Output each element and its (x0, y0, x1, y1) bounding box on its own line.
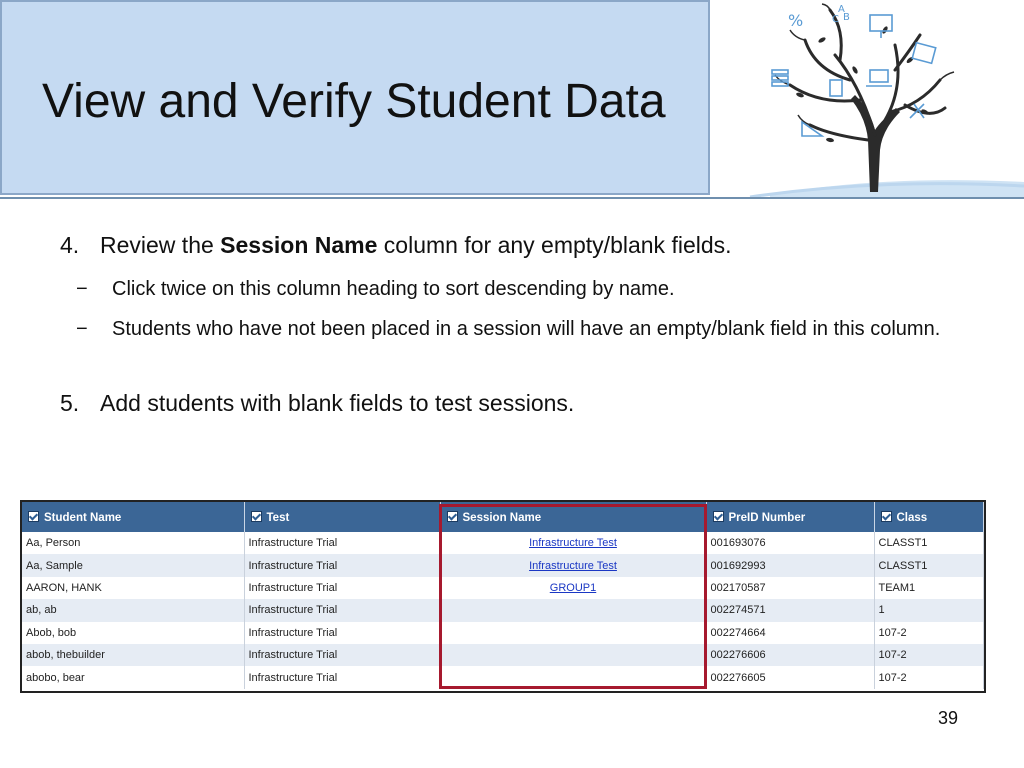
subitem-text: Students who have not been placed in a session will have an empty/blank field in this column. (112, 318, 941, 340)
session-column-highlight (439, 504, 707, 689)
cell-test: Infrastructure Trial (244, 666, 440, 688)
instruction-item-5 (60, 390, 574, 417)
svg-text:B: B (843, 12, 850, 23)
cell-student: abobo, bear (22, 666, 244, 688)
item-number: 5. (60, 390, 80, 416)
cell-preid: 002276606 (706, 644, 874, 666)
svg-text:A: A (838, 4, 845, 15)
cell-preid: 001693076 (706, 532, 874, 554)
cell-test: Infrastructure Trial (244, 644, 440, 666)
education-tree-icon (710, 0, 1024, 197)
svg-text:C: C (832, 14, 839, 25)
slide-header (0, 0, 1024, 199)
cell-class: CLASST1 (874, 554, 984, 576)
column-header-preid-number[interactable]: PreID Number (706, 502, 874, 532)
cell-class: 107-2 (874, 622, 984, 644)
cell-class: CLASST1 (874, 532, 984, 554)
cell-student: ab, ab (22, 599, 244, 621)
cell-preid: 001692993 (706, 554, 874, 576)
subitem-sort (76, 274, 956, 304)
dash-bullet: − (76, 278, 88, 300)
item-text-suffix: column for any empty/blank fields. (377, 232, 732, 258)
session-link[interactable]: Infrastructure Test (529, 559, 617, 572)
item-text: Add students with blank fields to test sessions. (100, 390, 575, 416)
instruction-item-4 (60, 232, 732, 259)
cell-test: Infrastructure Trial (244, 622, 440, 644)
item-text-prefix: Review the (100, 232, 221, 258)
item-number: 4. (60, 232, 80, 258)
cell-test: Infrastructure Trial (244, 554, 440, 576)
column-header-class[interactable]: Class (874, 502, 984, 532)
checkbox-icon[interactable] (713, 511, 724, 522)
cell-test: Infrastructure Trial (244, 599, 440, 621)
item-text-bold: Session Name (220, 232, 378, 258)
checkbox-icon[interactable] (881, 511, 892, 522)
title-panel (0, 0, 710, 195)
dash-bullet: − (76, 318, 88, 340)
tree-illustration (710, 0, 1024, 197)
cell-class: 107-2 (874, 644, 984, 666)
cell-student: AARON, HANK (22, 577, 244, 599)
cell-student: Abob, bob (22, 622, 244, 644)
cell-class: 107-2 (874, 666, 984, 688)
subitem-blank (76, 314, 956, 344)
cell-test: Infrastructure Trial (244, 532, 440, 554)
cell-student: Aa, Person (22, 532, 244, 554)
cell-class: 1 (874, 599, 984, 621)
session-link[interactable]: GROUP1 (549, 581, 597, 594)
cell-class: TEAM1 (874, 577, 984, 599)
cell-preid: 002170587 (706, 577, 874, 599)
cell-preid: 002274664 (706, 622, 874, 644)
page-number: 39 (938, 708, 959, 728)
slide-title: View and Verify Student Data (42, 75, 666, 128)
subitem-text: Click twice on this column heading to sort descending by name. (112, 278, 675, 300)
session-link[interactable]: Infrastructure Test (529, 537, 617, 550)
cell-preid: 002276605 (706, 666, 874, 688)
column-header-session-name[interactable]: Session Name (440, 502, 706, 532)
checkbox-icon[interactable] (28, 511, 39, 522)
cell-preid: 002274571 (706, 599, 874, 621)
checkbox-icon[interactable] (251, 511, 262, 522)
svg-text:%: % (788, 11, 804, 30)
column-header-student-name[interactable]: Student Name (22, 502, 244, 532)
column-header-test[interactable]: Test (244, 502, 440, 532)
cell-student: abob, thebuilder (22, 644, 244, 666)
cell-student: Aa, Sample (22, 554, 244, 576)
cell-test: Infrastructure Trial (244, 577, 440, 599)
